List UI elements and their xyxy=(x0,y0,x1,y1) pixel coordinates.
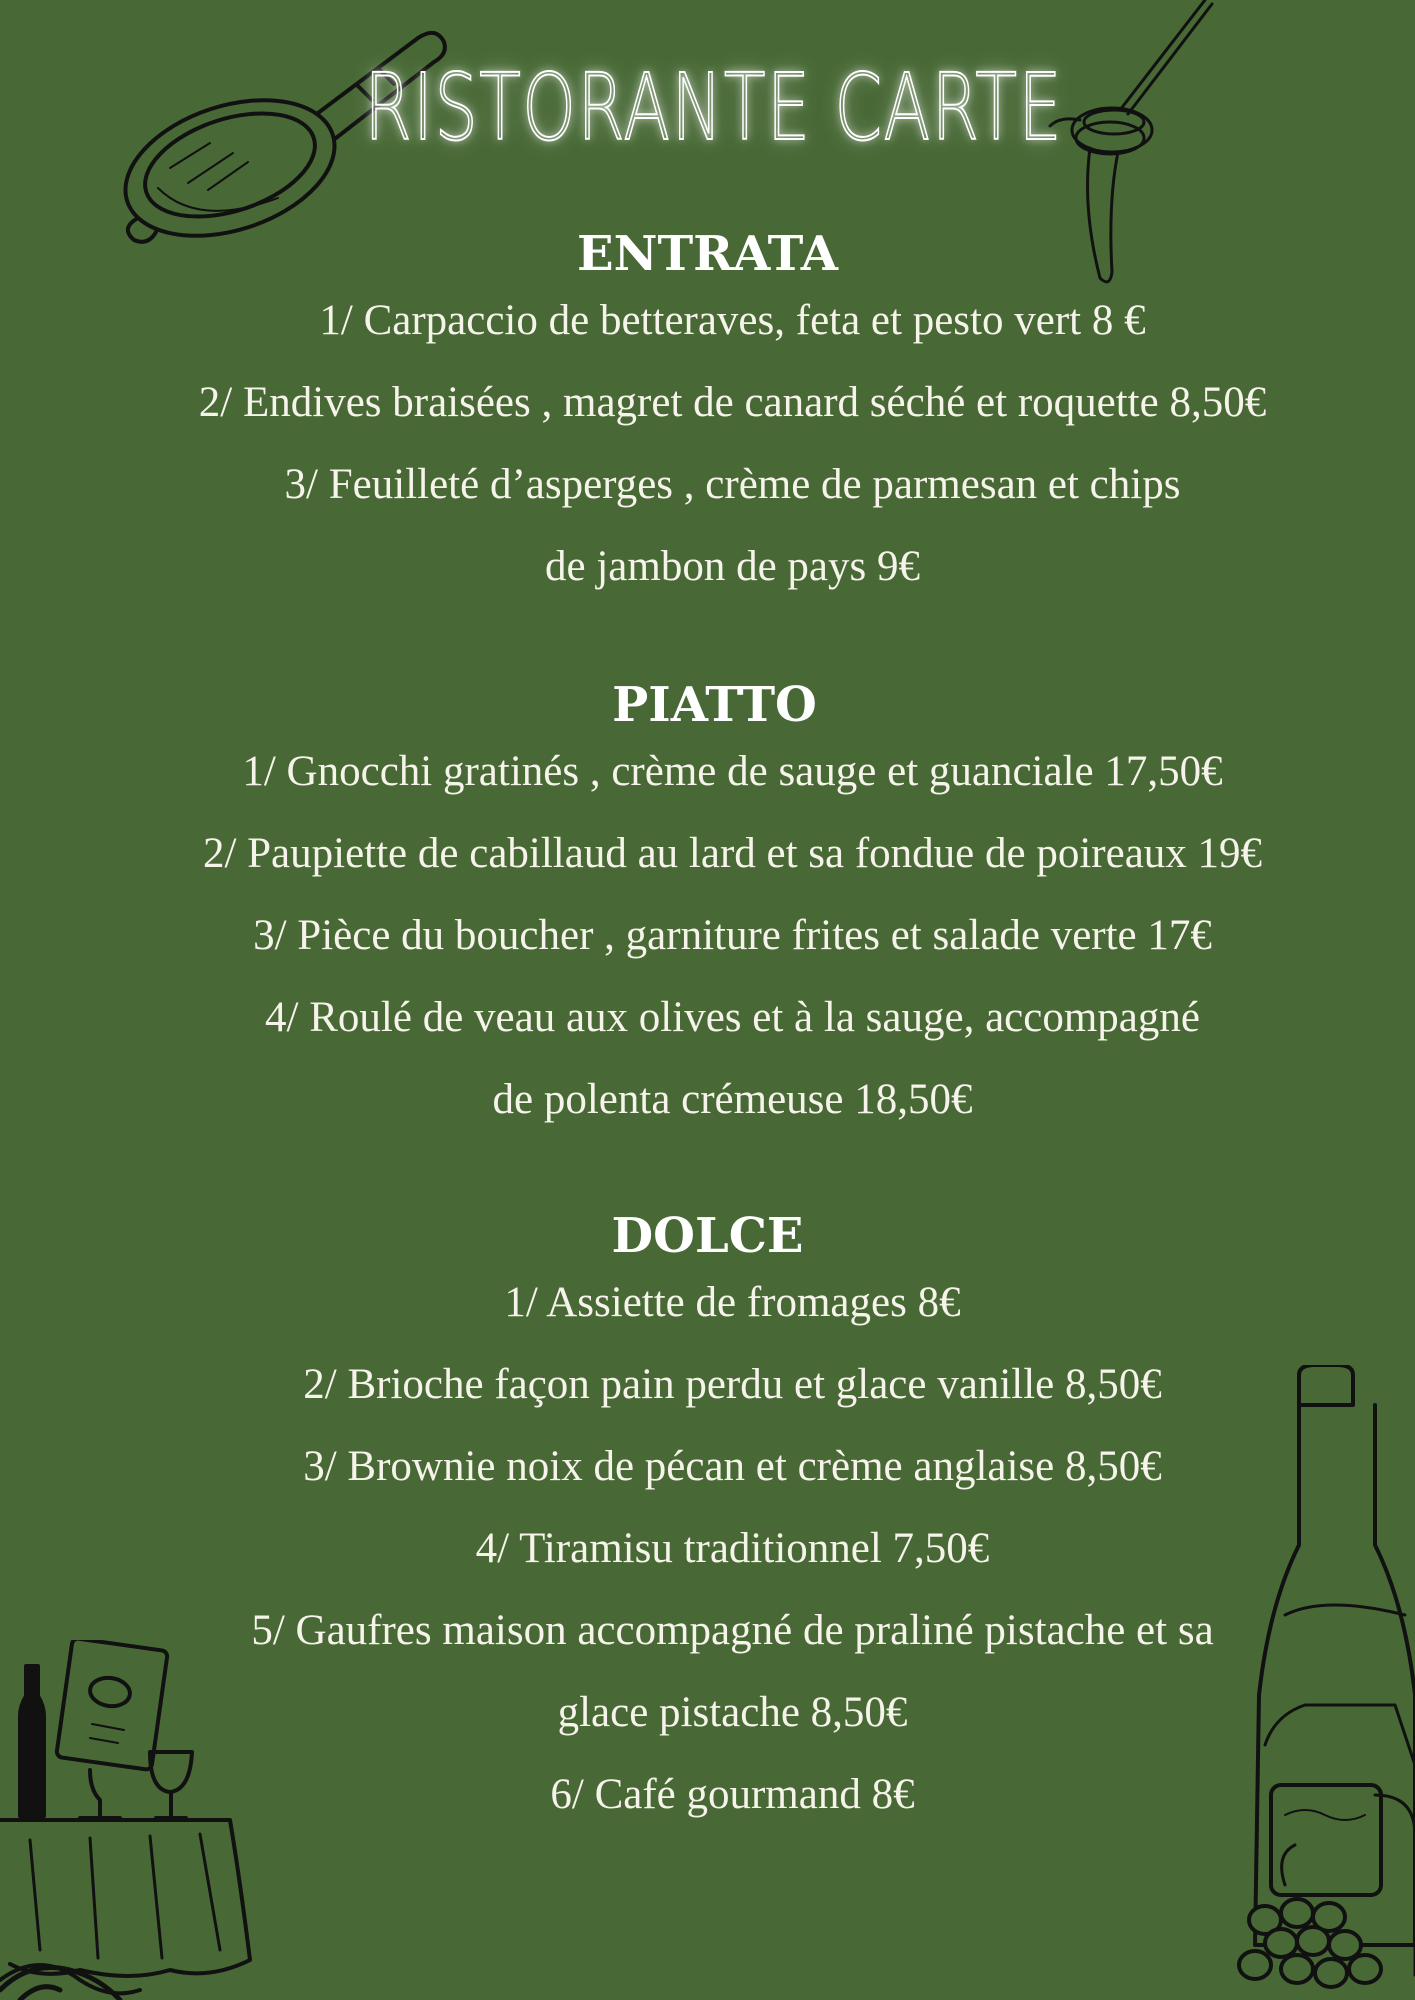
menu-item: 1/ Assiette de fromages 8€ xyxy=(504,1279,961,1326)
section-heading-dolce: DOLCE xyxy=(611,1208,804,1264)
restaurant-title: RISTORANTE CARTE xyxy=(364,54,1064,161)
menu-item-continuation: glace pistache 8,50€ xyxy=(557,1689,908,1736)
chair-icon xyxy=(0,1960,130,2000)
menu-item: 1/ Gnocchi gratinés , crème de sauge et guanciale 17,50€ xyxy=(242,748,1223,795)
wine-bottle-grapes-icon xyxy=(1225,1365,1415,2000)
menu-item: 1/ Carpaccio de betteraves, feta et pesto vert 8 € xyxy=(319,297,1146,344)
menu-item-continuation: de jambon de pays 9€ xyxy=(545,543,920,590)
menu-item: 5/ Gaufres maison accompagné de praliné pistache et sa xyxy=(251,1607,1214,1654)
menu-item: 4/ Tiramisu traditionnel 7,50€ xyxy=(475,1525,990,1572)
menu-item: 2/ Paupiette de cabillaud au lard et sa fondue de poireaux 19€ xyxy=(202,830,1263,877)
menu-item: 3/ Brownie noix de pécan et crème anglaise 8,50€ xyxy=(303,1443,1162,1490)
menu-item: 6/ Café gourmand 8€ xyxy=(550,1771,915,1818)
table-with-wine-icon xyxy=(0,1640,260,2000)
section-heading-entrata: ENTRATA xyxy=(576,226,839,282)
menu-item: 4/ Roulé de veau aux olives et à la sauge, accompagné xyxy=(265,994,1200,1041)
menu-item: 2/ Brioche façon pain perdu et glace vanille 8,50€ xyxy=(303,1361,1162,1408)
menu-item: 3/ Feuilleté d’asperges , crème de parmesan et chips xyxy=(284,461,1181,508)
menu-item-continuation: de polenta crémeuse 18,50€ xyxy=(492,1076,973,1123)
menu-item: 2/ Endives braisées , magret de canard séché et roquette 8,50€ xyxy=(198,379,1267,426)
section-heading-piatto: PIATTO xyxy=(612,677,817,733)
menu-item: 3/ Pièce du boucher , garniture frites et salade verte 17€ xyxy=(253,912,1212,959)
